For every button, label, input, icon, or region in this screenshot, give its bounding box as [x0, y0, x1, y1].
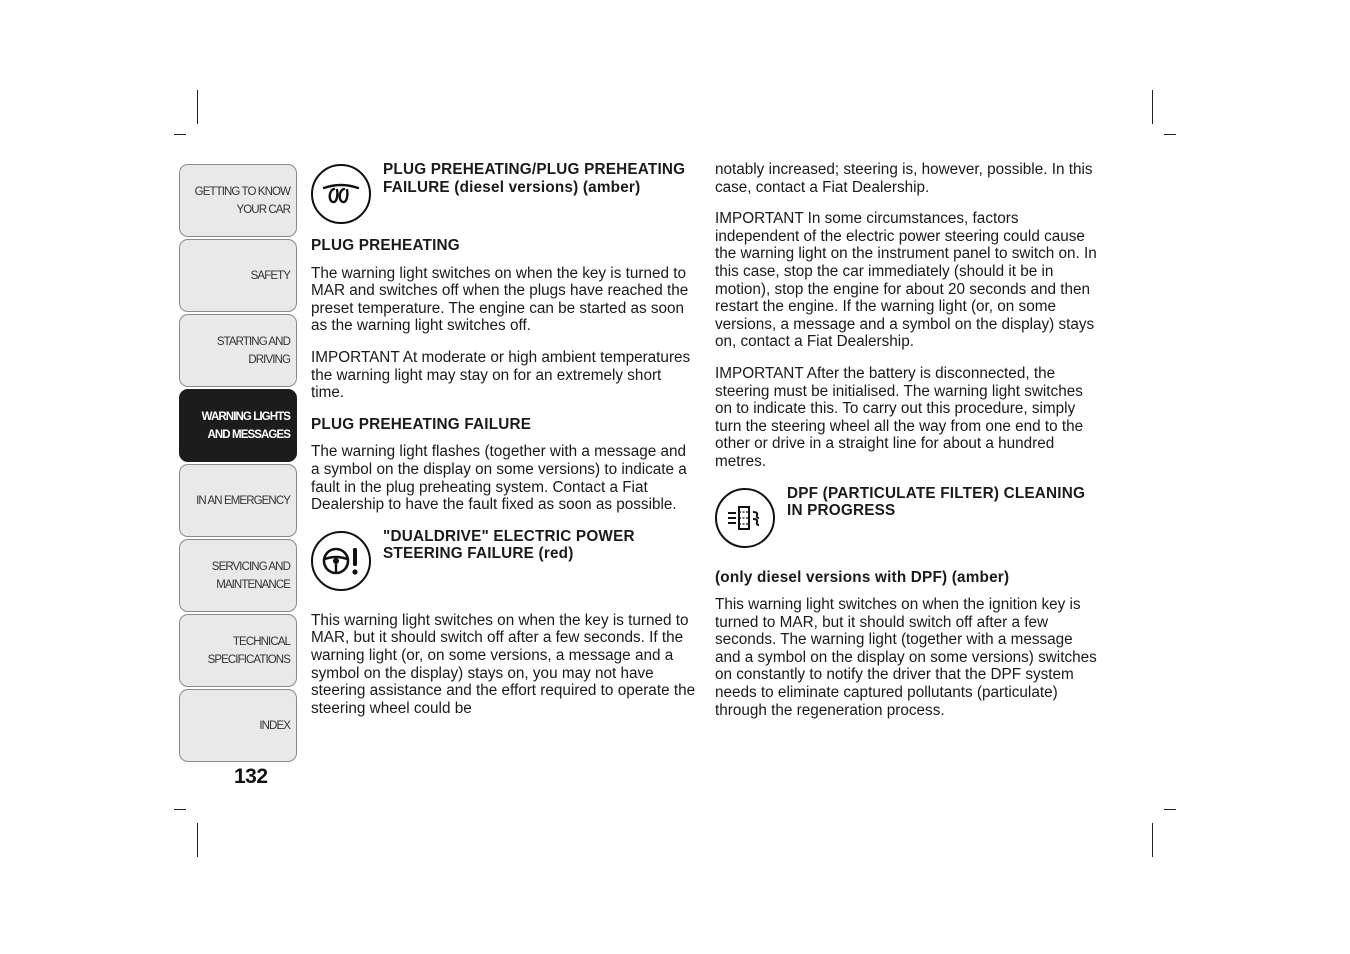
dpf-title: DPF (PARTICULATE FILTER) CLEANING IN PROGRESS	[787, 484, 1086, 520]
tab-index[interactable]	[179, 689, 297, 762]
crop-mark	[1164, 134, 1176, 135]
tab-label: WARNING LIGHTS AND MESSAGES	[201, 410, 290, 441]
right-column	[715, 161, 1100, 733]
tab-getting-to-know-your-car[interactable]	[179, 164, 297, 237]
paragraph: The warning light flashes (together with a message and a symbol on the display on some versions) to indicate a fault in the plug preheating system. Contact a Fiat Dealership to have the fault fixed as soon as possible.	[311, 443, 687, 514]
plug-preheating-failure-heading: PLUG PREHEATING FAILURE	[311, 415, 532, 433]
glow-plug-icon	[311, 164, 371, 224]
paragraph: notably increased; steering is, however, possible. In this case, contact a Fiat Dealership.	[715, 161, 1093, 196]
paragraph: IMPORTANT At moderate or high ambient temperatures the warning light may stay on for an extremely short time.	[311, 348, 691, 402]
paragraph: The warning light switches on when the key is turned to MAR and switches off when the plugs have reached the preset temperature. The engine can be started as soon as the warning light switches off.	[311, 264, 689, 335]
paragraph: IMPORTANT In some circumstances, factors independent of the electric power steering could cause the warning light on the instrument panel to switch on. In this case, stop the car immediately (should it be in motion), stop the engine for about 20 seconds and then restart the engine. If the warning light (or, on some versions, a message and a symbol on the display) stays on, contact a Fiat Dealership.	[715, 210, 1097, 351]
paragraph: IMPORTANT After the battery is disconnected, the steering must be initialised. The warning light switches on to indicate this. To carry out this procedure, simply turn the steering wheel all the way from one end to the other or drive in a straight line for about a hundred metres.	[715, 364, 1084, 470]
dpf-section-header	[715, 485, 1100, 555]
crop-mark	[197, 90, 198, 124]
tab-technical-specifications[interactable]	[179, 614, 297, 687]
power-steering-section-header	[311, 528, 696, 598]
tab-label: GETTING TO KNOW YOUR CAR	[194, 185, 290, 216]
crop-mark	[1152, 90, 1153, 124]
page-number: 132	[234, 765, 268, 788]
crop-mark	[174, 809, 186, 810]
tab-label: INDEX	[259, 719, 290, 732]
crop-mark	[197, 823, 198, 857]
tab-warning-lights-and-messages[interactable]	[179, 389, 297, 462]
left-column	[311, 161, 696, 731]
tab-label: STARTING AND DRIVING	[216, 335, 290, 366]
crop-mark	[174, 134, 186, 135]
paragraph: This warning light switches on when the key is turned to MAR, but it should switch off after a few seconds. If the warning light (or, on some versions, a message and a symbol on the display) stays on, you may not have steering assistance and the effort required to operate the steering wheel could be	[311, 611, 696, 717]
tab-starting-and-driving[interactable]	[179, 314, 297, 387]
plug-preheating-section-header	[311, 161, 696, 225]
paragraph: This warning light switches on when the ignition key is turned to MAR, but it should switch off after a few seconds. The warning light (together with a message and a symbol on the display on some versions) switches on constantly to notify the driver that the DPF system needs to eliminate captured pollutants (particulate) through the regeneration process.	[715, 596, 1097, 719]
dpf-filter-icon	[715, 488, 775, 548]
crop-mark	[1152, 823, 1153, 857]
tab-label: SAFETY	[250, 269, 290, 282]
tab-label: IN AN EMERGENCY	[196, 494, 290, 507]
plug-preheating-title: PLUG PREHEATING/PLUG PREHEATING FAILURE (diesel versions) (amber)	[383, 161, 686, 196]
chapter-tabs	[179, 164, 298, 764]
power-steering-title: "DUALDRIVE" ELECTRIC POWER STEERING FAILURE (red)	[383, 527, 635, 563]
dpf-subheading: (only diesel versions with DPF) (amber)	[715, 568, 1010, 586]
tab-in-an-emergency[interactable]	[179, 464, 297, 537]
plug-preheating-heading: PLUG PREHEATING	[311, 237, 460, 254]
tab-label: TECHNICAL SPECIFICATIONS	[207, 635, 290, 666]
tab-label: SERVICING AND MAINTENANCE	[211, 560, 290, 591]
crop-mark	[1164, 809, 1176, 810]
tab-servicing-and-maintenance[interactable]	[179, 539, 297, 612]
power-steering-warning-icon	[311, 531, 371, 591]
tab-safety[interactable]	[179, 239, 297, 312]
